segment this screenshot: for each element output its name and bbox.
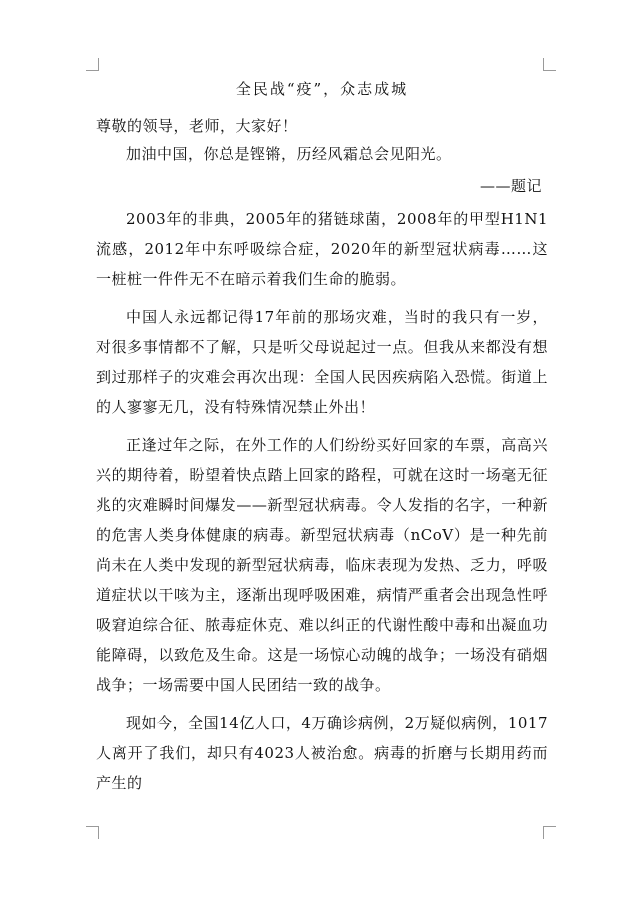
paragraph-3: 正逢过年之际，在外工作的人们纷纷买好回家的车票，高高兴兴的期待着，盼望着快点踏上回家的路程，可就在这时一场毫无征兆的灾难瞬时间爆发——新型冠状病毒。令人发指的名字，一种新的危害人类身体健康的病毒。新型冠状病毒（nCoV）是一种先前尚未在人类中发现的新型冠状病毒，临床表现为发热、乏力，呼吸道症状以干咳为主，逐渐出现呼吸困难，病情严重者会出现急性呼吸窘迫综合征、脓毒症休克、难以纠正的代谢性酸中毒和出凝血功能障碍，以致危及生命。这是一场惊心动魄的战争；一场没有硝烟战争；一场需要中国人民团结一致的战争。 [96,436,548,694]
epigraph-signature: ——题记 [479,177,542,195]
paragraph-2: 中国人永远都记得17年前的那场灾难，当时的我只有一岁，对很多事情都不了解，只是听父母说起过一点。但我从来都没有想到过那样子的灾难会再次出现：全国人民因疾病陷入恐慌。街道上的人寥寥无几，没有特殊情况禁止外出！ [96,308,548,416]
crop-mark-bottom-left [86,826,99,839]
document-body [96,76,548,806]
paragraph-1: 2003年的非典，2005年的猪链球菌，2008年的甲型H1N1流感，2012年中东呼吸综合症，2020年的新型冠状病毒……这一桩桩一件件无不在暗示着我们生命的脆弱。 [96,210,548,288]
crop-mark-bottom-right [543,826,556,839]
epigraph: 加油中国，你总是铿锵，历经风霜总会见阳光。 [126,145,452,163]
paragraph-4: 现如今，全国14亿人口，4万确诊病例，2万疑似病例，1017人离开了我们，却只有4023人被治愈。病毒的折磨与长期用药而产生的 [96,714,548,792]
crop-mark-top-left [86,58,99,71]
greeting: 尊敬的领导，老师，大家好！ [96,117,298,135]
document-title: 全民战“疫”，众志成城 [235,80,409,98]
crop-mark-top-right [543,58,556,71]
